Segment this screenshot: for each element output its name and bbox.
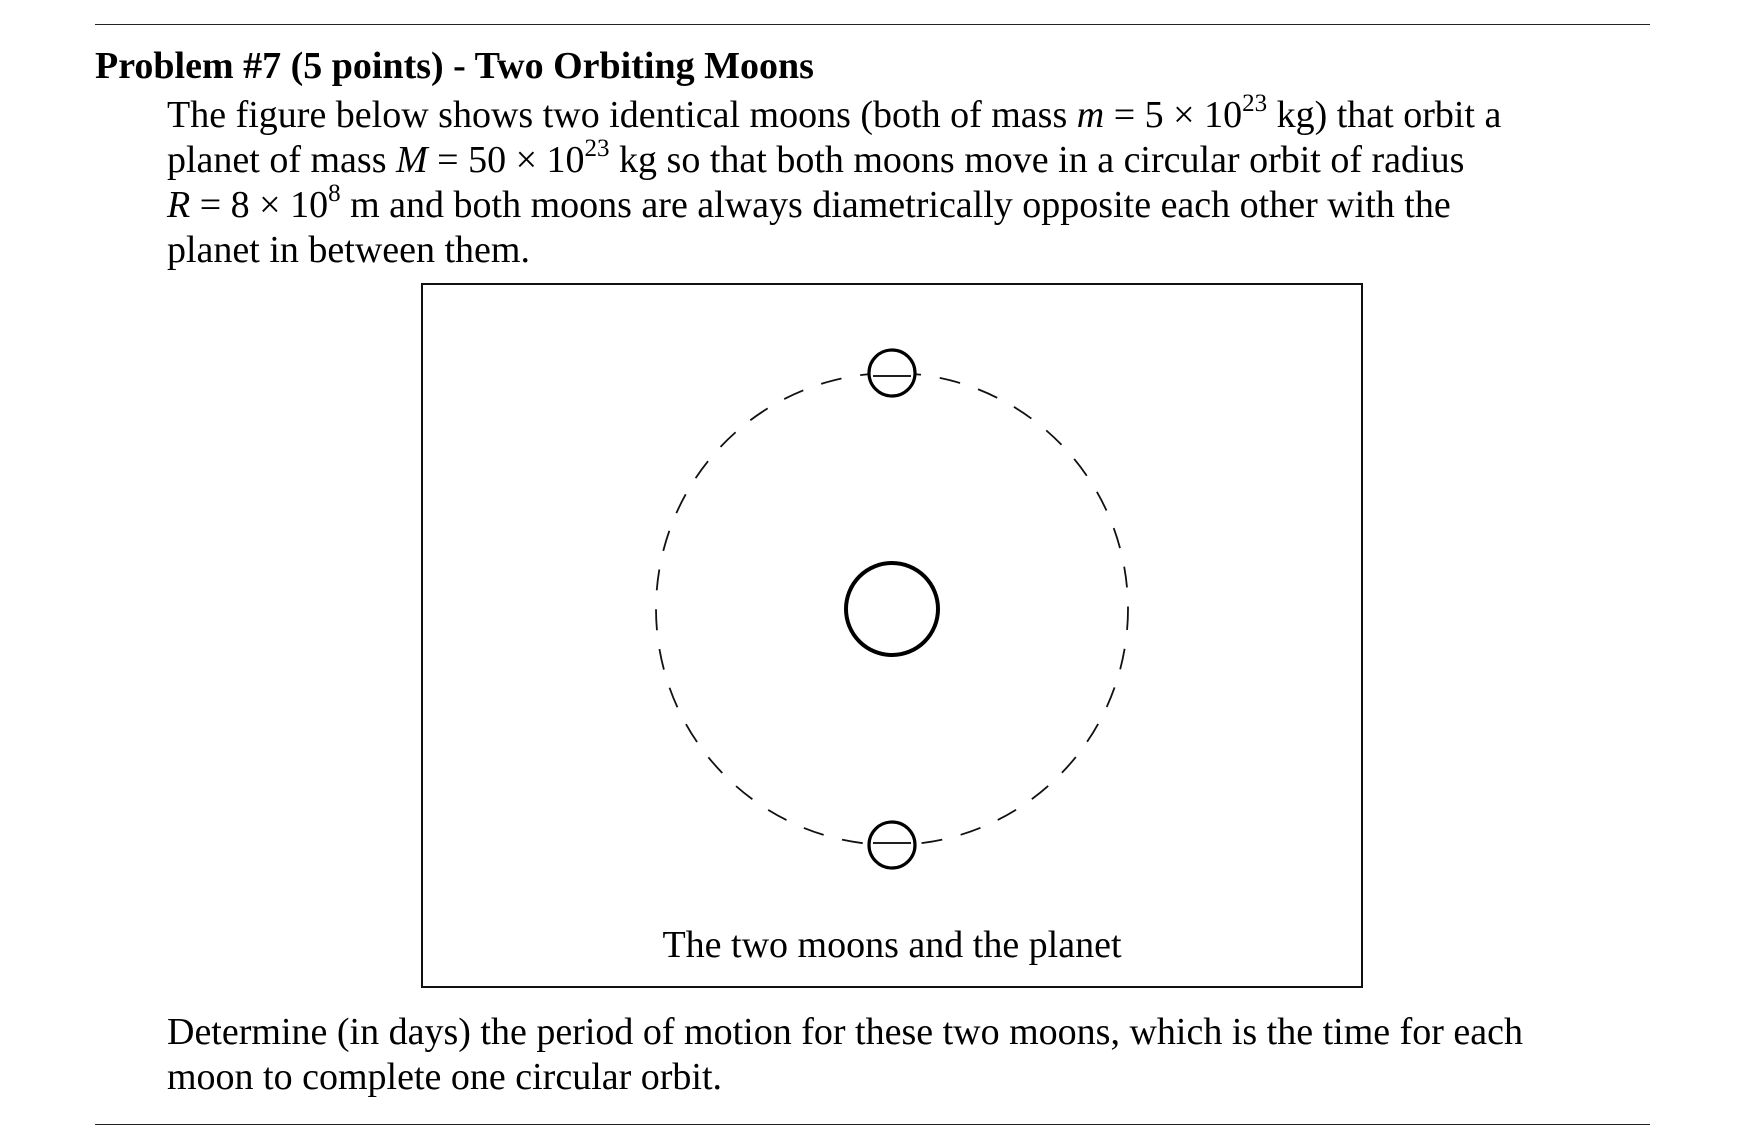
- statement-text: kg) that orbit a: [1267, 94, 1502, 136]
- statement-line-1: [167, 90, 1502, 138]
- planet-mass-exponent: 23: [584, 135, 610, 163]
- problem-statement: [167, 90, 1502, 273]
- statement-text: m and both moons are always diametrically opposite each other with the: [340, 184, 1451, 226]
- question-line-2: moon to complete one circular orbit.: [167, 1056, 723, 1098]
- planet: [846, 563, 938, 655]
- question-line-1: Determine (in days) the period of motion for these two moons, which is the time for each: [167, 1011, 1524, 1053]
- figure-caption: The two moons and the planet: [662, 924, 1122, 966]
- radius-symbol: R: [167, 184, 191, 226]
- orbit-path: [656, 373, 1128, 845]
- orbit-figure: [421, 283, 1363, 988]
- orbit-diagram: [423, 285, 1365, 990]
- statement-line-4: planet in between them.: [167, 229, 530, 271]
- bottom-divider: [95, 1124, 1650, 1125]
- moon-mass-symbol: m: [1076, 94, 1105, 136]
- top-divider: [95, 24, 1650, 25]
- statement-text: planet of mass: [167, 139, 397, 181]
- moon-top: [869, 350, 915, 396]
- question-text: [167, 1010, 1523, 1100]
- statement-text: The figure below shows two identical moons (both of mass: [167, 94, 1077, 136]
- statement-text: kg so that both moons move in a circular orbit of radius: [609, 139, 1465, 181]
- statement-line-3: [167, 180, 1501, 228]
- problem-title: Problem #7 (5 points) - Two Orbiting Moons: [95, 45, 814, 87]
- moon-mass-value: = 5 × 10: [1104, 94, 1243, 136]
- planet-mass-value: = 50 × 10: [427, 139, 585, 181]
- statement-line-2: [167, 135, 1501, 183]
- radius-exponent: 8: [328, 180, 341, 208]
- radius-value: = 8 × 10: [190, 184, 329, 226]
- planet-mass-symbol: M: [396, 139, 428, 181]
- moon-bottom: [869, 822, 915, 868]
- moon-mass-exponent: 23: [1242, 90, 1268, 118]
